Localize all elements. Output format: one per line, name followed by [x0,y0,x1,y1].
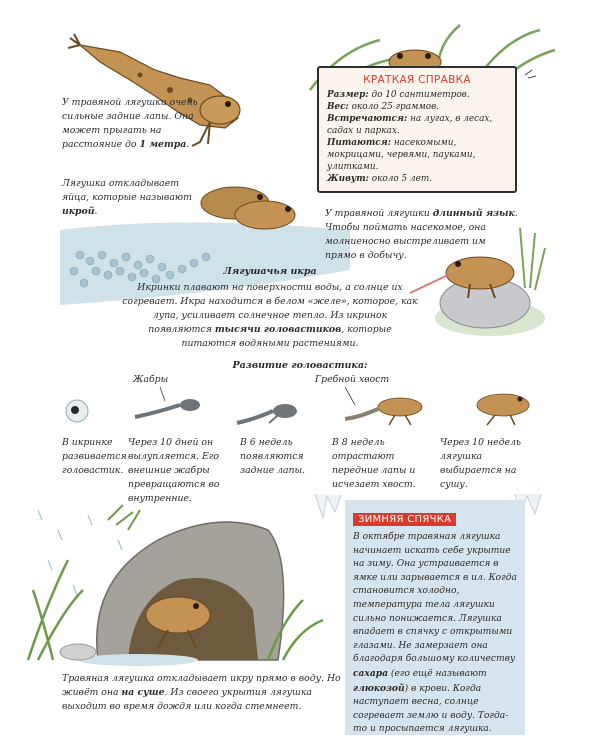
winter-bold-sugar: сахара [353,667,388,679]
legs-paragraph [62,96,212,152]
quick-facts-box [317,66,517,193]
eggs-end: . [94,206,98,217]
fact-diet [327,137,507,173]
fact-size [327,89,507,101]
fact-label: Питаются: [327,138,392,148]
quick-facts-title: КРАТКАЯ СПРАВКА [363,74,471,86]
spawn-section [140,266,400,277]
frog-on-stone-illustration [400,218,565,338]
spawn-paragraph [120,281,420,351]
fact-habitat [327,113,507,137]
tail-label: Гребной хвост [315,374,390,385]
spawn-heading: Лягушачья икра [223,266,317,277]
stage-caption-2: Через 10 дней он вылупляется. Его внешние жабры превращаются во внутренние. [128,437,220,504]
winter-text-mid: (его ещё называют [388,668,487,679]
rain-drops [38,510,122,595]
young-frog-icon [477,394,529,425]
frog-shelter-illustration [28,500,328,670]
shelter-text: Травяная лягушка откладывает икру прямо в воду. Но живёт она [62,673,341,698]
fact-value: около 25 граммов. [348,102,440,112]
fact-weight [327,101,507,113]
spawn-bold: тысячи головастиков [214,324,342,335]
egg-icon [66,400,88,422]
fact-label: Встречаются: [327,114,408,124]
fact-value: на лугах, в лесах, садах и парках. [327,114,493,136]
winter-text: В октябре травяная лягушка начинает искать себе укрытие на зиму. Она устраивается в ямке или зарывается в ил. Когда становится холодно, температура тела лягушки сильно понижается. Лягушка впадает в спячку с открытыми глазами. Не замерзает она благодаря большому количеству [353,532,517,665]
fact-value: до 10 сантиметров. [368,90,470,100]
fact-value: насекомыми, мокрицами, червями, пауками, улитками. [327,138,476,172]
winter-hibernation-box [345,500,525,735]
legs-text: У травяной лягушки очень сильные задние лапы. Она может прыгать на расстояние до [62,97,198,150]
fact-value: около 5 лет. [368,174,433,184]
gills-label: Жабры [133,374,169,385]
fact-label: Размер: [327,90,369,100]
froglet-tail-icon [345,398,422,425]
legs-bold: 1 метра [139,139,187,150]
eggs-text: Лягушка откладывает яйца, которые называют [62,178,192,203]
eggs-bold: икрой [62,206,95,217]
development-heading: Развитие головастика: [232,360,368,371]
winter-title: ЗИМНЯЯ СПЯЧКА [353,513,456,526]
tongue-end: . Чтобы поймать насекомое, она молниеносно выстреливает им прямо в добычу. [325,208,518,261]
stage-caption-5: Через 10 недель лягушка выбирается на сушу. [440,437,521,490]
spawn-text: Икринки плавают на поверхности воды, а солнце их согревает. Икра находится в белом «желе», которое, как лупа, усиливает солнечное тепло. Из икринок появляются [122,282,418,335]
stage-caption-1: В икринке развивается головастик. [62,437,127,476]
legs-end: . [186,139,190,150]
fact-label: Вес: [327,102,349,112]
shelter-bold: на суше [121,687,165,698]
tongue-text: У травяной лягушки [325,208,433,219]
spawn-end: , которые питаются водяными растениями. [181,324,392,349]
shelter-end: . Из своего укрытия лягушка выходит во время дождя или когда стемнеет. [62,687,312,712]
stage-caption-3: В 6 недель появляются задние лапы. [240,437,306,476]
winter-paragraph [353,531,517,737]
tadpole-stages-illustration [55,383,545,433]
fact-lifespan [327,173,507,185]
winter-text-end: ) в крови. Когда наступает весна, солнце согревает землю и воду. Тогда-то и просыпается лягушка. [353,683,509,735]
shelter-paragraph [62,672,342,714]
tadpole-icon [135,399,200,417]
fact-label: Живут: [327,174,369,184]
tongue-bold: длинный язык [432,208,515,219]
tadpole-legs-icon [237,404,297,423]
stage-caption-4: В 8 недель отрастают передние лапы и исчезает хвост. [332,437,416,490]
winter-bold-glucose: глюкозой [353,682,405,694]
